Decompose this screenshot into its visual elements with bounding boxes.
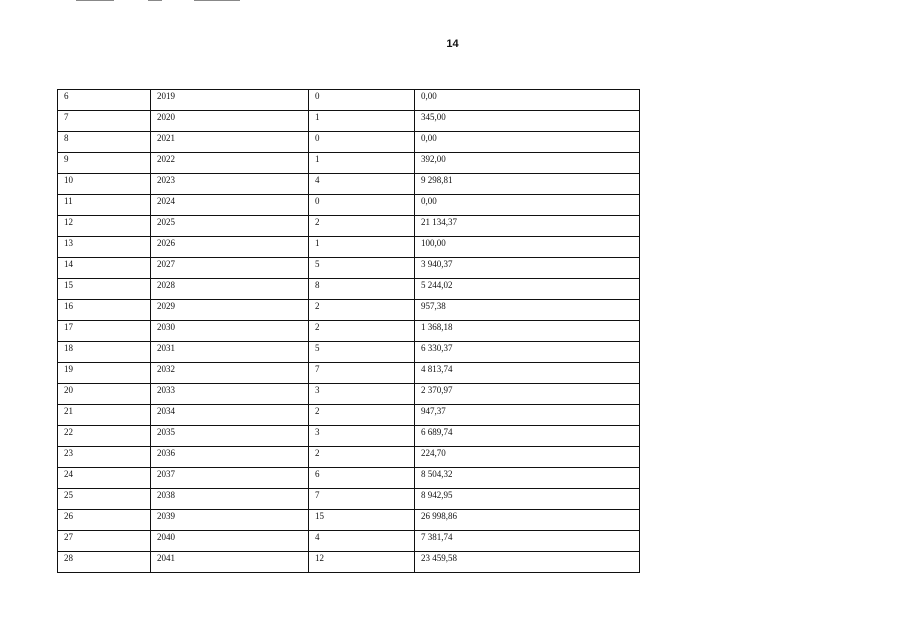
year-cell: 2038 bbox=[151, 489, 309, 510]
amount-cell: 0,00 bbox=[415, 132, 640, 153]
row-number-cell: 7 bbox=[58, 111, 151, 132]
amount-cell: 8 504,32 bbox=[415, 468, 640, 489]
table-row bbox=[58, 279, 640, 300]
count-cell: 7 bbox=[309, 363, 415, 384]
count-cell: 2 bbox=[309, 447, 415, 468]
count-cell: 2 bbox=[309, 300, 415, 321]
amount-cell: 8 942,95 bbox=[415, 489, 640, 510]
table-row bbox=[58, 132, 640, 153]
amount-cell: 947,37 bbox=[415, 405, 640, 426]
count-cell: 15 bbox=[309, 510, 415, 531]
amount-cell: 26 998,86 bbox=[415, 510, 640, 531]
year-cell: 2041 bbox=[151, 552, 309, 573]
year-cell: 2026 bbox=[151, 237, 309, 258]
year-cell: 2031 bbox=[151, 342, 309, 363]
count-cell: 1 bbox=[309, 153, 415, 174]
table-row bbox=[58, 195, 640, 216]
year-cell: 2028 bbox=[151, 279, 309, 300]
amount-cell: 957,38 bbox=[415, 300, 640, 321]
table-row bbox=[58, 552, 640, 573]
table-row bbox=[58, 384, 640, 405]
table-row bbox=[58, 258, 640, 279]
year-cell: 2021 bbox=[151, 132, 309, 153]
table-row bbox=[58, 363, 640, 384]
table-row bbox=[58, 447, 640, 468]
row-number-cell: 24 bbox=[58, 468, 151, 489]
year-cell: 2040 bbox=[151, 531, 309, 552]
amount-cell: 6 689,74 bbox=[415, 426, 640, 447]
year-cell: 2024 bbox=[151, 195, 309, 216]
page-number: 14 bbox=[446, 38, 459, 50]
amount-cell: 392,00 bbox=[415, 153, 640, 174]
amount-cell: 6 330,37 bbox=[415, 342, 640, 363]
year-cell: 2030 bbox=[151, 321, 309, 342]
count-cell: 4 bbox=[309, 531, 415, 552]
row-number-cell: 17 bbox=[58, 321, 151, 342]
amount-cell: 100,00 bbox=[415, 237, 640, 258]
count-cell: 1 bbox=[309, 237, 415, 258]
table-row bbox=[58, 111, 640, 132]
row-number-cell: 10 bbox=[58, 174, 151, 195]
year-cell: 2032 bbox=[151, 363, 309, 384]
table-row bbox=[58, 300, 640, 321]
table-row bbox=[58, 468, 640, 489]
row-number-cell: 25 bbox=[58, 489, 151, 510]
row-number-cell: 15 bbox=[58, 279, 151, 300]
table-row bbox=[58, 216, 640, 237]
row-number-cell: 18 bbox=[58, 342, 151, 363]
amount-cell: 1 368,18 bbox=[415, 321, 640, 342]
count-cell: 12 bbox=[309, 552, 415, 573]
amount-cell: 2 370,97 bbox=[415, 384, 640, 405]
table-row bbox=[58, 90, 640, 111]
amount-cell: 3 940,37 bbox=[415, 258, 640, 279]
row-number-cell: 6 bbox=[58, 90, 151, 111]
amount-cell: 23 459,58 bbox=[415, 552, 640, 573]
count-cell: 0 bbox=[309, 90, 415, 111]
count-cell: 2 bbox=[309, 321, 415, 342]
count-cell: 6 bbox=[309, 468, 415, 489]
table-row bbox=[58, 531, 640, 552]
row-number-cell: 11 bbox=[58, 195, 151, 216]
row-number-cell: 19 bbox=[58, 363, 151, 384]
count-cell: 4 bbox=[309, 174, 415, 195]
row-number-cell: 13 bbox=[58, 237, 151, 258]
year-cell: 2020 bbox=[151, 111, 309, 132]
row-number-cell: 14 bbox=[58, 258, 151, 279]
data-table bbox=[57, 89, 640, 573]
amount-cell: 21 134,37 bbox=[415, 216, 640, 237]
count-cell: 0 bbox=[309, 195, 415, 216]
year-cell: 2033 bbox=[151, 384, 309, 405]
count-cell: 5 bbox=[309, 342, 415, 363]
count-cell: 8 bbox=[309, 279, 415, 300]
year-cell: 2039 bbox=[151, 510, 309, 531]
row-number-cell: 9 bbox=[58, 153, 151, 174]
table-row bbox=[58, 237, 640, 258]
row-number-cell: 12 bbox=[58, 216, 151, 237]
count-cell: 2 bbox=[309, 405, 415, 426]
year-cell: 2037 bbox=[151, 468, 309, 489]
amount-cell: 224,70 bbox=[415, 447, 640, 468]
row-number-cell: 8 bbox=[58, 132, 151, 153]
table-row bbox=[58, 174, 640, 195]
year-cell: 2035 bbox=[151, 426, 309, 447]
table-row bbox=[58, 426, 640, 447]
count-cell: 0 bbox=[309, 132, 415, 153]
row-number-cell: 23 bbox=[58, 447, 151, 468]
table-row bbox=[58, 321, 640, 342]
count-cell: 3 bbox=[309, 426, 415, 447]
row-number-cell: 21 bbox=[58, 405, 151, 426]
table-row bbox=[58, 510, 640, 531]
amount-cell: 7 381,74 bbox=[415, 531, 640, 552]
table-row bbox=[58, 405, 640, 426]
amount-cell: 0,00 bbox=[415, 90, 640, 111]
count-cell: 5 bbox=[309, 258, 415, 279]
amount-cell: 5 244,02 bbox=[415, 279, 640, 300]
amount-cell: 9 298,81 bbox=[415, 174, 640, 195]
table-row bbox=[58, 153, 640, 174]
year-cell: 2036 bbox=[151, 447, 309, 468]
row-number-cell: 16 bbox=[58, 300, 151, 321]
count-cell: 1 bbox=[309, 111, 415, 132]
count-cell: 2 bbox=[309, 216, 415, 237]
amount-cell: 4 813,74 bbox=[415, 363, 640, 384]
row-number-cell: 20 bbox=[58, 384, 151, 405]
row-number-cell: 22 bbox=[58, 426, 151, 447]
row-number-cell: 26 bbox=[58, 510, 151, 531]
scan-artifact bbox=[76, 0, 246, 3]
year-cell: 2027 bbox=[151, 258, 309, 279]
year-cell: 2022 bbox=[151, 153, 309, 174]
amount-cell: 345,00 bbox=[415, 111, 640, 132]
amount-cell: 0,00 bbox=[415, 195, 640, 216]
year-cell: 2025 bbox=[151, 216, 309, 237]
row-number-cell: 28 bbox=[58, 552, 151, 573]
year-cell: 2029 bbox=[151, 300, 309, 321]
year-cell: 2019 bbox=[151, 90, 309, 111]
year-cell: 2034 bbox=[151, 405, 309, 426]
table-row bbox=[58, 489, 640, 510]
table-body bbox=[58, 90, 640, 573]
count-cell: 3 bbox=[309, 384, 415, 405]
table-row bbox=[58, 342, 640, 363]
year-cell: 2023 bbox=[151, 174, 309, 195]
row-number-cell: 27 bbox=[58, 531, 151, 552]
count-cell: 7 bbox=[309, 489, 415, 510]
